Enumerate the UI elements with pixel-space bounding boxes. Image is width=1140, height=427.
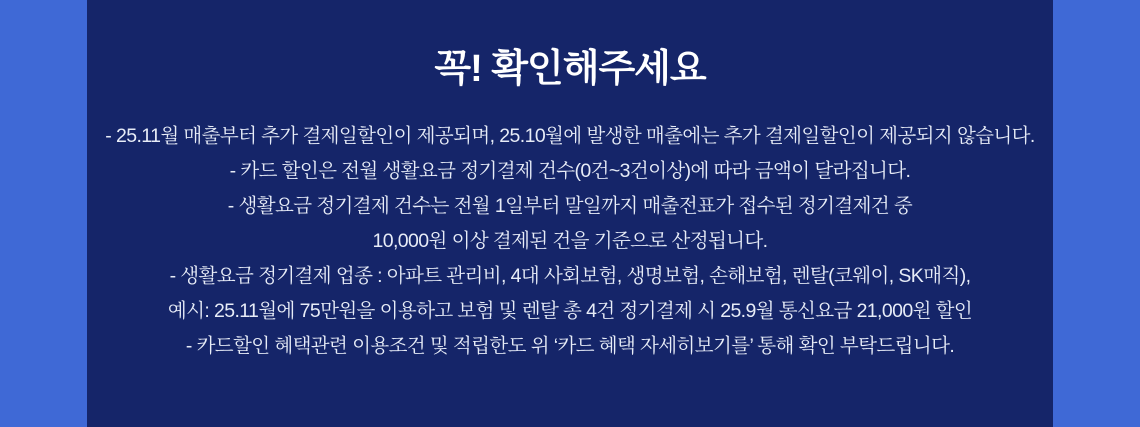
notice-line: - 생활요금 정기결제 건수는 전월 1일부터 말일까지 매출전표가 접수된 정기결제건 중: [227, 194, 913, 217]
notice-line: - 카드할인 혜택관련 이용조건 및 적립한도 위 ‘카드 혜택 자세히보기를’ 통해 확인 부탁드립니다.: [185, 334, 955, 357]
notice-line: - 25.11월 매출부터 추가 결제일할인이 제공되며, 25.10월에 발생한 매출에는 추가 결제일할인이 제공되지 않습니다.: [105, 124, 1035, 147]
notice-title: 꼭! 확인해주세요: [434, 48, 706, 90]
notice-line: 예시: 25.11월에 75만원을 이용하고 보험 및 렌탈 총 4건 정기결제 시 25.9월 통신요금 21,000원 할인: [167, 299, 973, 322]
notice-line: - 카드 할인은 전월 생활요금 정기결제 건수(0건~3건이상)에 따라 금액이 달라집니다.: [229, 159, 911, 182]
notice-line: - 생활요금 정기결제 업종 : 아파트 관리비, 4대 사회보험, 생명보험, 손해보험, 렌탈(코웨이, SK매직),: [169, 264, 971, 287]
notice-panel: [87, 0, 1053, 427]
notice-line: 10,000원 이상 결제된 건을 기준으로 산정됩니다.: [372, 229, 768, 252]
notice-list: [87, 119, 1053, 364]
